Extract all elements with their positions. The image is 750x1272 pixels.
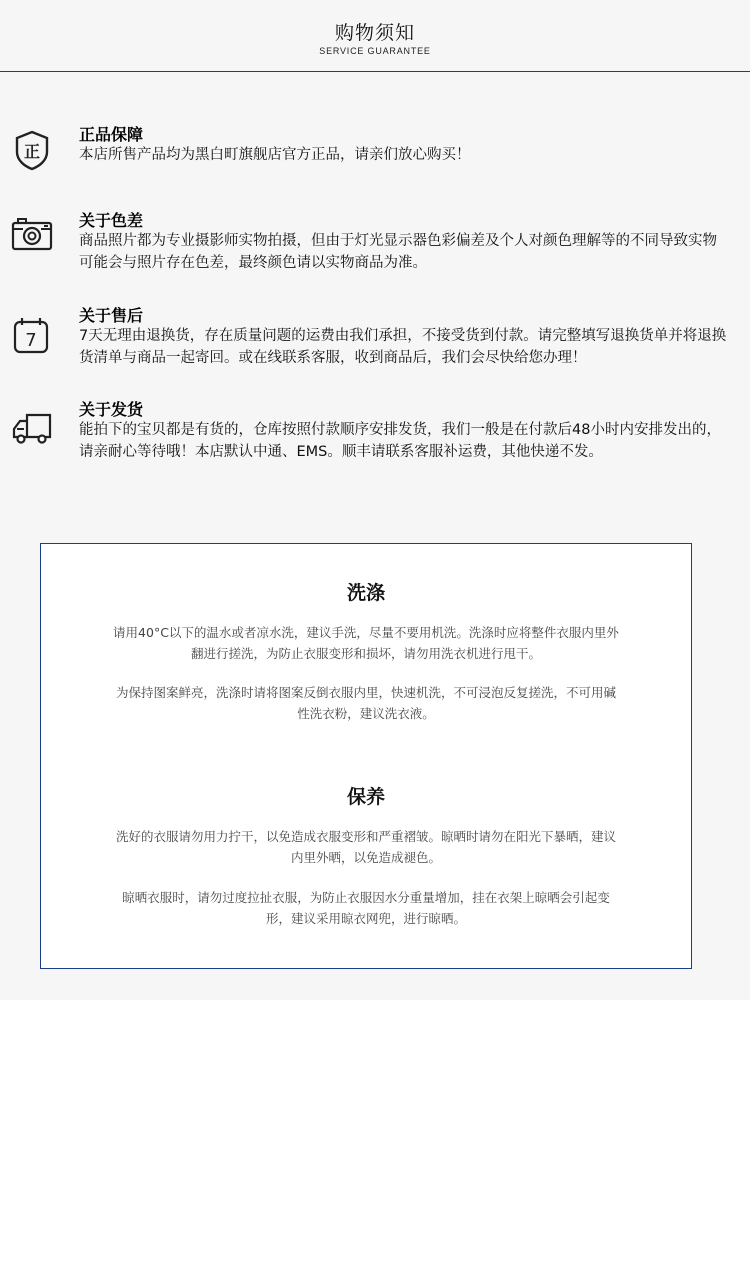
maintenance-heading: 保养 [346, 786, 385, 808]
page-subtitle: SERVICE GUARANTEE [319, 46, 431, 56]
section-body: 能拍下的宝贝都是有货的，仓库按照付款顺序安排发货，我们一般是在付款后48小时内安排发出的，请亲耐心等待哦！本店默认中通、EMS。顺丰请联系客服补运费，其他快递不发。 [79, 422, 721, 460]
section-body: 本店所售产品均为黑白町旗舰店官方正品，请亲们放心购买！ [79, 147, 471, 163]
camera-icon [10, 212, 54, 256]
shield-icon [10, 128, 54, 172]
section-title: 关于色差 [79, 211, 144, 230]
shield-icon-label: 正 [23, 142, 41, 161]
section-body: 7天无理由退换货，存在质量问题的运费由我们承担，不接受货到付款。请完整填写退换货单并将退换货清单与商品一起寄回。或在线联系客服，收到商品后，我们会尽快给您办理！ [79, 328, 727, 366]
section-title: 关于售后 [79, 306, 144, 325]
section-body: 商品照片都为专业摄影师实物拍摄，但由于灯光显示器色彩偏差及个人对颜色理解等的不同导致实物可能会与照片存在色差，最终颜色请以实物商品为准。 [79, 233, 717, 271]
maintenance-paragraph: 晾晒衣服时，请勿过度拉扯衣服，为防止衣服因水分重量增加，挂在衣架上晾晒会引起变形，建议采用晾衣网兜，进行晾晒。 [122, 890, 610, 926]
washing-heading: 洗涤 [346, 582, 385, 604]
truck-icon [10, 405, 54, 449]
maintenance-paragraph: 洗好的衣服请勿用力拧干，以免造成衣服变形和严重褶皱。晾晒时请勿在阳光下暴晒，建议内里外晒，以免造成褪色。 [115, 829, 616, 865]
page-title: 购物须知 [334, 22, 415, 44]
calendar-icon [10, 315, 54, 359]
section-title: 正品保障 [79, 125, 144, 144]
care-instructions-box [40, 543, 692, 969]
page-header [0, 0, 750, 72]
section-title: 关于发货 [79, 400, 144, 419]
washing-paragraph: 为保持图案鲜亮，洗涤时请将图案反倒衣服内里，快速机洗，不可浸泡反复搓洗，不可用碱性洗衣粉，建议洗衣液。 [115, 685, 616, 721]
washing-paragraph: 请用40°C以下的温水或者凉水洗，建议手洗，尽量不要用机洗。洗涤时应将整件衣服内里外翻进行搓洗，为防止衣服变形和损坏，请勿用洗衣机进行甩干。 [113, 625, 619, 661]
calendar-icon-label: 7 [25, 330, 37, 351]
header-divider [0, 71, 750, 72]
